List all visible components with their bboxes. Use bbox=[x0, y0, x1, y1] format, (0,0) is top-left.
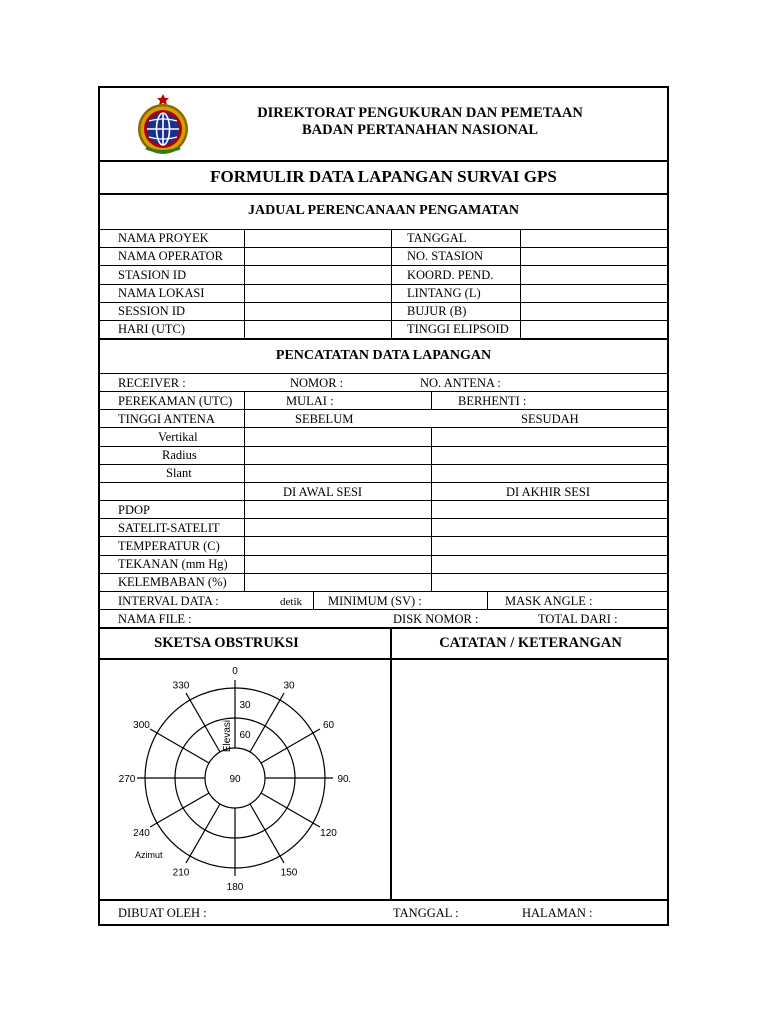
label-disk-nomor: DISK NOMOR : bbox=[393, 612, 479, 626]
label-nama-proyek: NAMA PROYEK bbox=[118, 231, 209, 245]
label-receiver: RECEIVER : bbox=[118, 376, 186, 390]
label-nama-operator: NAMA OPERATOR bbox=[118, 249, 223, 263]
azimuth-label-270: 270 bbox=[118, 774, 136, 785]
azimuth-spoke-300 bbox=[150, 729, 209, 763]
azimuth-spoke-330 bbox=[186, 693, 220, 752]
label-di-akhir-sesi: DI AKHIR SESI bbox=[506, 485, 591, 499]
label-nomor: NOMOR : bbox=[290, 376, 344, 390]
azimuth-label-240: 240 bbox=[133, 828, 150, 839]
azimuth-spoke-150 bbox=[250, 804, 284, 863]
label-tinggi-antena: TINGGI ANTENA bbox=[118, 412, 215, 426]
azimuth-label-0: 0 bbox=[232, 666, 238, 677]
label-slant: Slant bbox=[166, 466, 192, 480]
header-line1: DIREKTORAT PENGUKURAN DAN PEMETAAN bbox=[257, 105, 583, 121]
sky-plot-diagram bbox=[100, 660, 388, 898]
azimuth-label-90: 90 bbox=[337, 774, 349, 785]
sketsa-title: SKETSA OBSTRUKSI bbox=[154, 635, 299, 651]
label-minimum-sv: MINIMUM (SV) : bbox=[328, 594, 422, 608]
elevation-label-90: 90 bbox=[229, 774, 241, 785]
label-lintang: LINTANG (L) bbox=[407, 286, 481, 300]
label-halaman: HALAMAN : bbox=[522, 906, 593, 920]
catatan-title: CATATAN / KETERANGAN bbox=[439, 635, 622, 651]
label-tinggi-elipsoid: TINGGI ELIPSOID bbox=[407, 322, 509, 336]
azimuth-spoke-210 bbox=[186, 804, 220, 863]
label-vertikal: Vertikal bbox=[158, 430, 198, 444]
azimut-label: Azimut bbox=[135, 850, 163, 860]
azimuth-label-30: 30 bbox=[283, 680, 295, 692]
label-koord-pend: KOORD. PEND. bbox=[407, 268, 494, 282]
azimuth-label-300: 300 bbox=[133, 720, 150, 731]
label-detik: detik bbox=[280, 596, 302, 608]
label-sebelum: SEBELUM bbox=[295, 412, 354, 426]
label-pdop: PDOP bbox=[118, 503, 150, 517]
label-total-dari: TOTAL DARI : bbox=[538, 612, 618, 626]
label-session-id: SESSION ID bbox=[118, 304, 186, 318]
azimuth-label-330: 330 bbox=[172, 680, 190, 692]
label-hari-utc: HARI (UTC) bbox=[118, 322, 186, 336]
azimuth-label-60: 60 bbox=[322, 720, 335, 731]
label-perekaman: PEREKAMAN (UTC) bbox=[118, 394, 233, 408]
label-stasion-id: STASION ID bbox=[118, 268, 187, 282]
label-dibuat-oleh: DIBUAT OLEH : bbox=[118, 906, 207, 920]
azimuth-label-180: 180 bbox=[226, 882, 244, 893]
stray-dot-mark: . bbox=[348, 774, 351, 785]
label-radius: Radius bbox=[162, 448, 197, 462]
azimuth-label-210: 210 bbox=[172, 867, 190, 879]
label-bujur: BUJUR (B) bbox=[407, 304, 467, 318]
label-nama-lokasi: NAMA LOKASI bbox=[118, 286, 205, 300]
azimuth-spoke-120 bbox=[261, 793, 320, 827]
bpn-emblem-icon bbox=[132, 93, 194, 155]
pencatatan-title: PENCATATAN DATA LAPANGAN bbox=[275, 348, 492, 363]
label-no-antena: NO. ANTENA : bbox=[420, 376, 501, 390]
azimuth-spoke-240 bbox=[150, 793, 209, 827]
azimuth-spoke-60 bbox=[261, 729, 320, 763]
jadual-title: JADUAL PERENCANAAN PENGAMATAN bbox=[248, 203, 519, 218]
elevation-label-30: 30 bbox=[239, 700, 251, 711]
gps-survey-form bbox=[98, 86, 669, 926]
label-mask-angle: MASK ANGLE : bbox=[505, 594, 593, 608]
label-sesudah: SESUDAH bbox=[521, 412, 579, 426]
label-mulai: MULAI : bbox=[286, 394, 334, 408]
header-line2: BADAN PERTANAHAN NASIONAL bbox=[301, 122, 539, 138]
azimuth-spoke-30 bbox=[250, 693, 284, 752]
form-title: FORMULIR DATA LAPANGAN SURVAI GPS bbox=[210, 167, 557, 186]
label-nama-file: NAMA FILE : bbox=[118, 612, 192, 626]
label-berhenti: BERHENTI : bbox=[458, 394, 527, 408]
azimuth-label-150: 150 bbox=[280, 867, 298, 879]
label-interval-data: INTERVAL DATA : bbox=[118, 594, 219, 608]
label-no-stasion: NO. STASION bbox=[407, 249, 484, 263]
label-di-awal-sesi: DI AWAL SESI bbox=[283, 485, 363, 499]
label-temperatur: TEMPERATUR (C) bbox=[118, 539, 220, 553]
azimuth-label-120: 120 bbox=[320, 828, 337, 839]
elevasi-axis-label: Elevasi bbox=[222, 719, 233, 753]
label-footer-tanggal: TANGGAL : bbox=[393, 906, 459, 920]
label-tanggal: TANGGAL bbox=[407, 231, 467, 245]
label-satelit: SATELIT-SATELIT bbox=[118, 521, 220, 535]
elevation-label-60: 60 bbox=[239, 730, 251, 741]
label-tekanan: TEKANAN (mm Hg) bbox=[118, 557, 228, 571]
label-kelembaban: KELEMBABAN (%) bbox=[118, 575, 227, 589]
